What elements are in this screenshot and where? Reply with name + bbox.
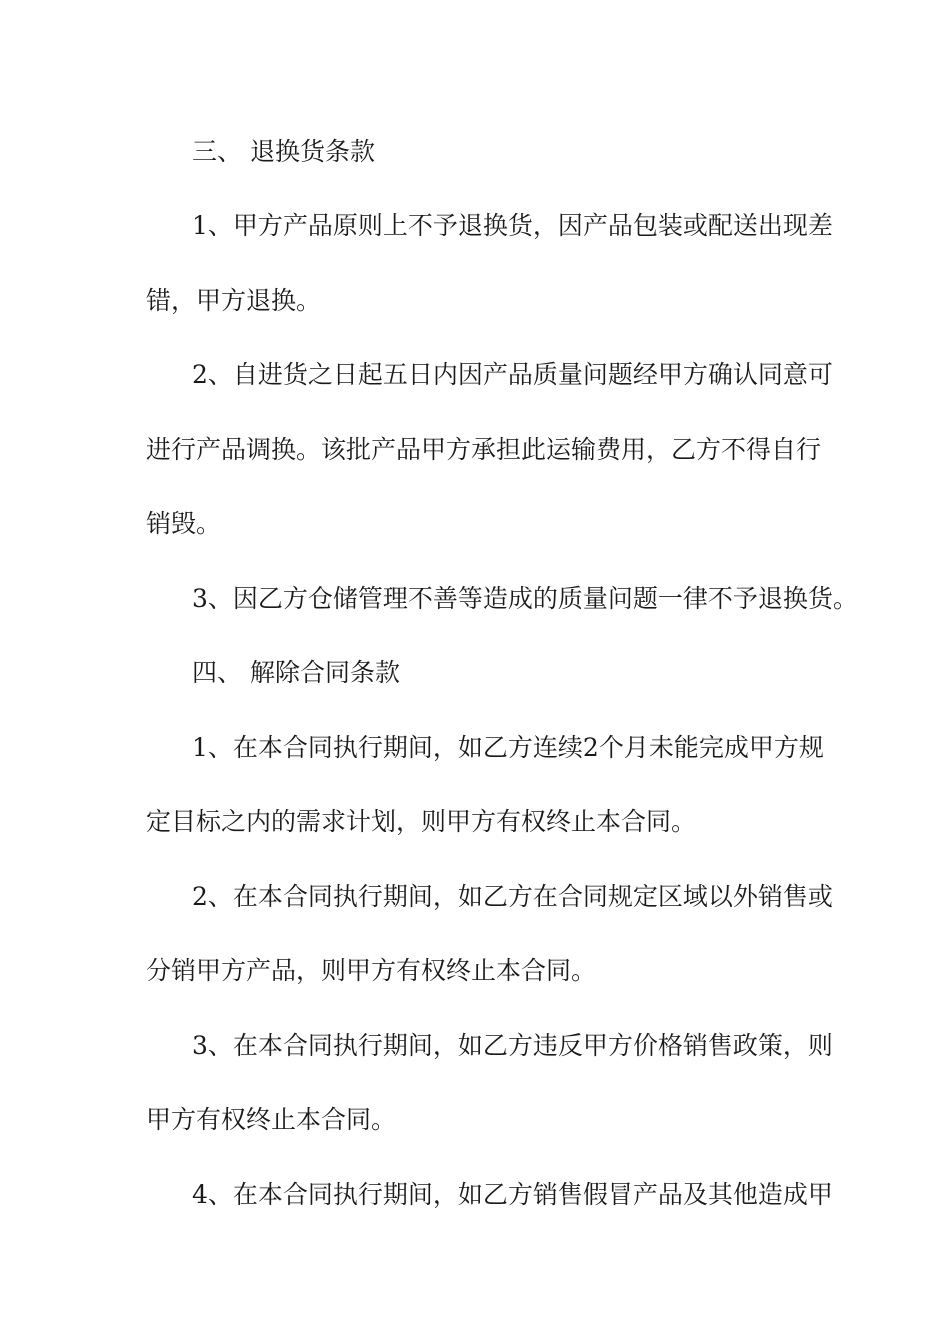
paragraph-line: 3、因乙方仓储管理不善等造成的质量问题一律不予退换货。 (192, 584, 858, 613)
paragraph-line: 1、在本合同执行期间，如乙方连续2个月未能完成甲方规 (192, 733, 824, 762)
section-heading-returns: 三、 退换货条款 (192, 137, 375, 166)
paragraph-line: 甲方有权终止本合同。 (146, 1105, 397, 1134)
paragraph-line: 2、自进货之日起五日内因产品质量问题经甲方确认同意可 (192, 360, 833, 389)
paragraph-line: 销毁。 (146, 509, 222, 538)
paragraph-line: 错，甲方退换。 (146, 286, 322, 315)
paragraph-line: 3、在本合同执行期间，如乙方违反甲方价格销售政策，则 (192, 1031, 833, 1060)
paragraph-line: 进行产品调换。该批产品甲方承担此运输费用，乙方不得自行 (146, 435, 822, 464)
paragraph-line: 1、甲方产品原则上不予退换货，因产品包装或配送出现差 (192, 211, 833, 240)
paragraph-line: 分销甲方产品，则甲方有权终止本合同。 (146, 956, 597, 985)
paragraph-line: 4、在本合同执行期间，如乙方销售假冒产品及其他造成甲 (192, 1180, 833, 1209)
paragraph-line: 2、在本合同执行期间，如乙方在合同规定区域以外销售或 (192, 882, 833, 911)
paragraph-line: 定目标之内的需求计划，则甲方有权终止本合同。 (146, 807, 697, 836)
section-heading-termination: 四、 解除合同条款 (192, 658, 400, 687)
